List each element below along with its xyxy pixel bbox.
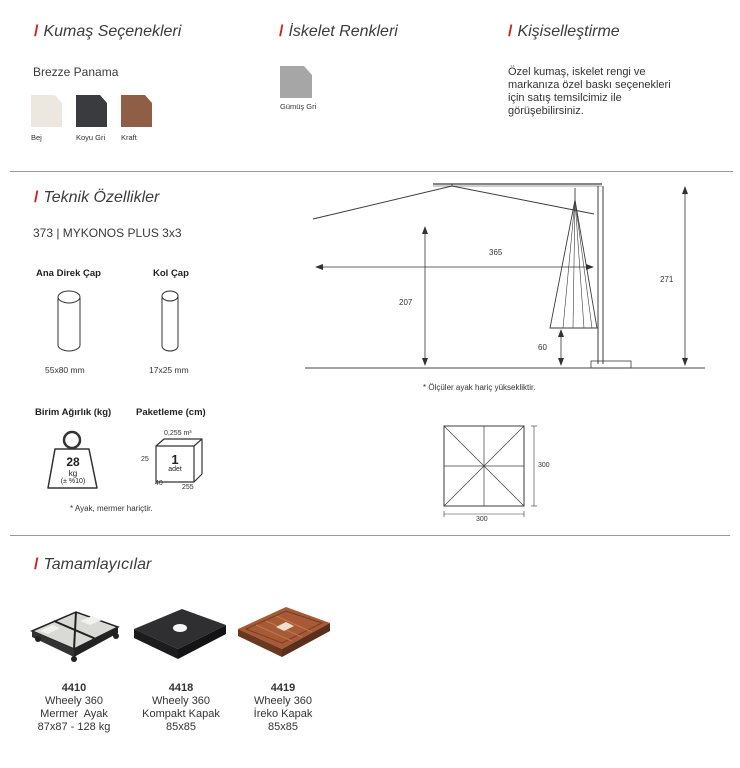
custom-text: Özel kumaş, iskelet rengi ve markanıza özel baskı seçenekleri için satış temsilcimiz ile görüşebilirsiniz. [508,66,671,117]
accessory-code: 4410 [61,682,87,694]
accessory-4418 [126,682,236,734]
accessory-name: Wheely 360 [253,695,313,707]
pole-base [591,361,631,368]
main-pole-cylinder-icon [52,290,88,354]
weight-label: Birim Ağırlık (kg) [35,407,112,418]
main-pole-label: Ana Direk Çap [36,268,101,279]
accessory-code: 4418 [168,682,194,694]
weight-unit: kg [68,469,78,478]
dim-closed-clearance: 60 [538,343,547,352]
arm-cylinder-icon [158,290,184,354]
title-slash: / [34,23,39,40]
package-unit: adet [168,466,182,473]
frame-section-title: / İskelet Renkleri [279,23,398,40]
weight-value: 28 [66,455,80,469]
canopy [313,186,594,219]
swatch-bej [31,95,62,127]
package-count: 1 [171,452,179,467]
accessory-4419 [228,682,338,734]
fabric-section-title: / Kumaş Seçenekleri [34,23,182,40]
package-height: 25 [141,456,149,463]
swatch-kraft [121,95,152,127]
accessory-name: Wheely 360 [151,695,211,707]
divider-top [10,171,733,172]
divider-bottom [10,535,730,536]
accessory-desc: Kompakt Kapak [142,708,220,720]
accessory-name: Wheely 360 [44,695,104,707]
accessories-section-title: / Tamamlayıcılar [34,556,152,573]
title-slash: / [508,23,513,40]
accessory-size: 85x85 [166,721,196,733]
accessory-code: 4419 [270,682,296,694]
accessory-size: 85x85 [268,721,298,733]
package-width: 255 [182,484,194,491]
accessory-size: 87x87 - 128 kg [37,721,111,733]
frame-swatch-label: Gümüş Gri [280,102,317,111]
dim-width: 365 [489,248,503,257]
weight-note: * Ayak, mermer hariçtir. [70,504,153,513]
dim-total-height: 271 [660,275,674,284]
frame-swatch-gumus-gri [280,66,314,100]
title-slash: / [34,556,39,573]
package-volume: 0,255 m³ [164,430,192,437]
tech-section-title: / Teknik Özellikler [34,189,160,206]
weight-tolerance: (± %10) [60,478,86,485]
custom-section-title: / Kişiselleştirme [508,23,620,40]
package-depth: 40 [155,480,163,487]
model-name: 373 | MYKONOS PLUS 3x3 [33,226,182,240]
accessory-image-4419 [236,601,332,665]
swatch-label-koyu-gri: Koyu Gri [76,133,106,142]
umbrella-top-view [436,422,548,518]
top-view-bottom-dim: 300 [476,516,488,523]
packaging-label: Paketleme (cm) [136,407,206,418]
main-pole-value: 55x80 mm [45,365,85,375]
diagram-note: * Ölçüler ayak hariç yüksekliktir. [423,383,536,392]
title-slash: / [34,189,39,206]
arm-value: 17x25 mm [149,365,189,375]
arm-label: Kol Çap [153,268,189,279]
umbrella-side-diagram [305,178,710,376]
accessory-4410 [19,682,129,734]
title-slash: / [279,23,284,40]
accessory-desc: İreko Kapak [253,708,313,720]
swatch-label-kraft: Kraft [121,133,137,142]
accessory-image-4418 [132,603,228,665]
fabric-swatches [30,95,160,130]
accessory-image-4410 [30,605,122,667]
top-view-side-dim: 300 [538,462,550,469]
fabric-subtitle: Brezze Panama [33,65,119,79]
dim-clearance: 207 [399,298,413,307]
accessory-desc: Mermer Ayak [40,708,108,720]
swatch-label-bej: Bej [31,133,42,142]
swatch-koyu-gri [76,95,107,127]
